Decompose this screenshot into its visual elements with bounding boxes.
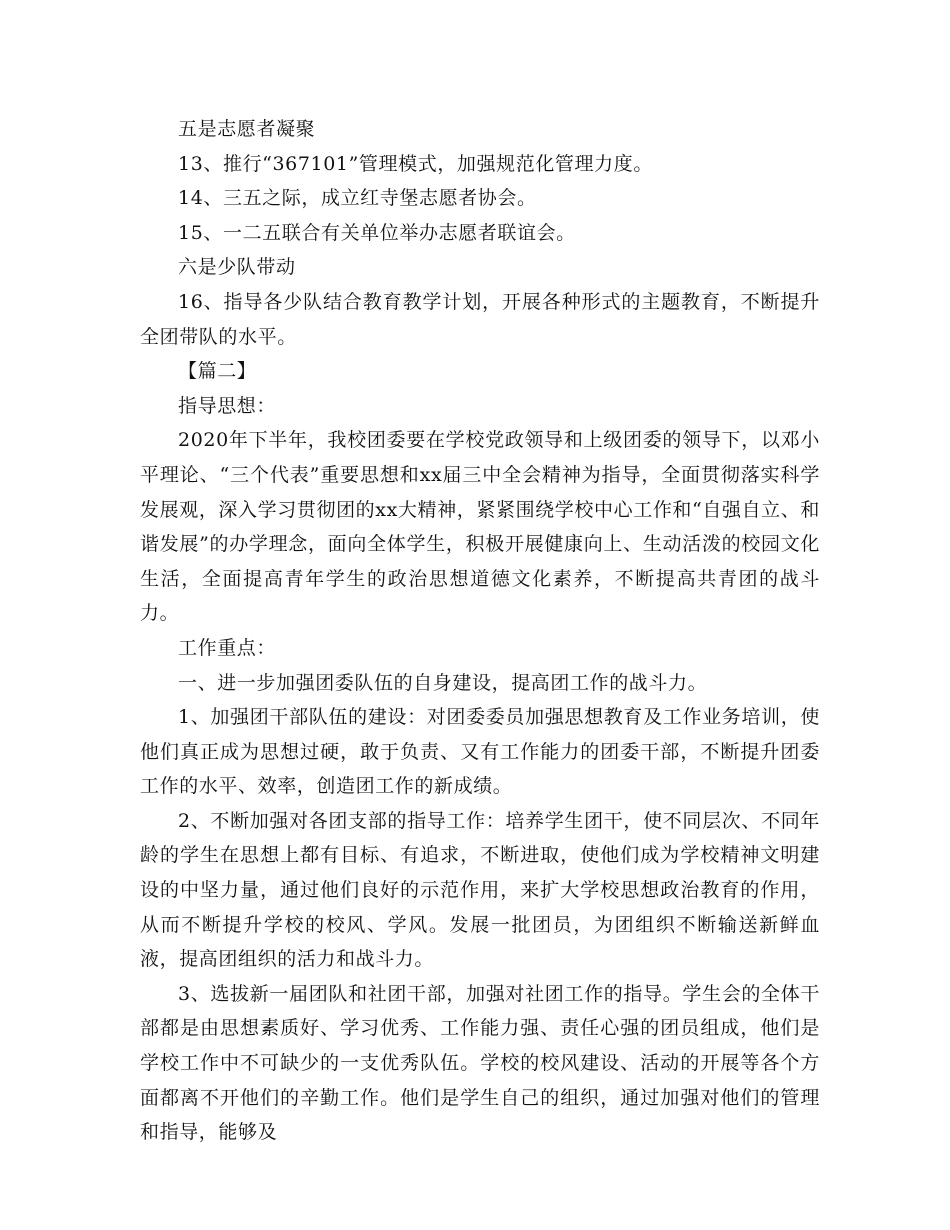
body-paragraph: 3、选拔新一届团队和社团干部，加强对社团工作的指导。学生会的全体干部都是由思想素质好、学习优秀、工作能力强、责任心强的团员组成，他们是学校工作中不可缺少的一支优秀队伍。学校的校风建设、活动的开展等各个方面都离不开他们的辛勤工作。他们是学生自己的组织，通过加强对他们的管理和指导，能够及 [140,982,820,1144]
body-paragraph: 2020年下半年，我校团委要在学校党政领导和上级团委的领导下，以邓小平理论、“三个代表”重要思想和xx届三中全会精神为指导，全面贯彻落实科学发展观，深入学习贯彻团的xx大精神，紧紧围绕学校中心工作和“自强自立、和谐发展”的办学理念，面向全体学生，积极开展健康向上、生动活泼的校园文化生活，全面提高青年学生的政治思想道德文化素养，不断提高共青团的战斗力。 [140,429,820,625]
list-item: 15、一二五联合有关单位举办志愿者联谊会。 [178,221,576,244]
list-item: 13、推行“367101”管理模式，加强规范化管理力度。 [178,152,653,175]
section-heading-young-pioneers: 六是少队带动 [178,256,296,279]
body-paragraph: 1、加强团干部队伍的建设：对团委委员加强思想教育及工作业务培训，使他们真正成为思想过硬，敢于负责、又有工作能力的团委干部，不断提升团委工作的水平、效率，创造团工作的新成绩。 [140,706,820,798]
body-paragraph: 2、不断加强对各团支部的指导工作：培养学生团干，使不同层次、不同年龄的学生在思想上都有目标、有追求，不断进取，使他们成为学校精神文明建设的中坚力量，通过他们良好的示范作用，来扩大学校思想政治教育的作用，从而不断提升学校的校风、学风。发展一批团员，为团组织不断输送新鲜血液，提高团组织的活力和战斗力。 [140,809,820,971]
body-paragraph: 一、进一步加强团委队伍的自身建设，提高团工作的战斗力。 [178,671,708,694]
list-item: 14、三五之际，成立红寺堡志愿者协会。 [178,187,537,210]
list-item: 16、指导各少队结合教育教学计划，开展各种形式的主题教育，不断提升全团带队的水平。 [140,290,820,348]
chapter-heading: 【篇二】 [178,360,257,383]
document-body [140,112,820,1150]
section-heading-volunteers: 五是志愿者凝聚 [178,118,316,140]
section-heading-work-focus: 工作重点： [178,636,277,659]
section-heading-guiding-ideology: 指导思想： [178,394,277,417]
